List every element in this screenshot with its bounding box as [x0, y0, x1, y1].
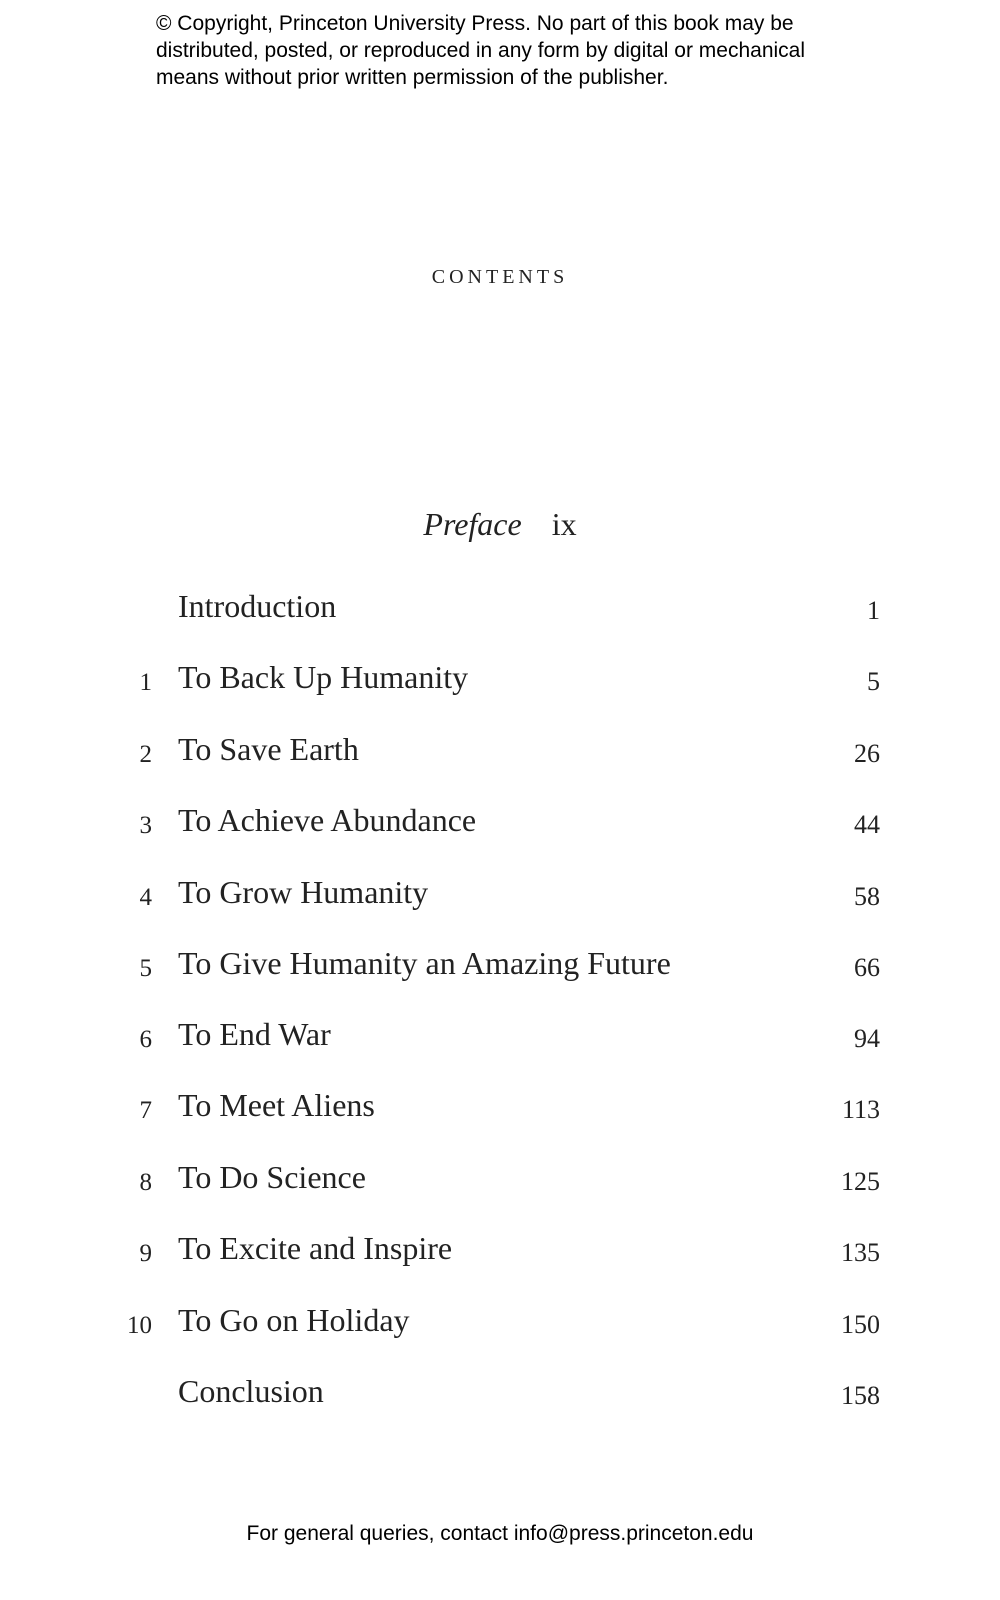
chapter-title: To Save Earth [178, 731, 359, 767]
chapter-page-number: 125 [841, 1167, 880, 1196]
contact-footer: For general queries, contact info@press.princeton.edu [246, 1522, 754, 1545]
chapter-title: Conclusion [178, 1373, 324, 1409]
chapter-title: To Back Up Humanity [178, 659, 469, 695]
chapter-number: 3 [139, 812, 152, 839]
copyright-line: means without prior written permission of the publisher. [156, 66, 669, 89]
chapter-page-number: 113 [841, 1095, 880, 1124]
chapter-title: To Go on Holiday [178, 1302, 410, 1338]
chapter-page-number: 58 [854, 882, 880, 911]
chapter-title: To End War [178, 1016, 331, 1052]
preface-page-number: ix [551, 506, 577, 542]
toc-entry[interactable] [100, 1159, 880, 1199]
chapter-page-number: 150 [841, 1310, 880, 1339]
contents-heading: contents [431, 258, 569, 290]
chapter-page-number: 94 [854, 1024, 880, 1053]
toc-entry[interactable] [100, 945, 880, 985]
preface-label: Preface [423, 506, 522, 542]
chapter-page-number: 135 [841, 1238, 880, 1267]
toc-entry[interactable] [100, 588, 880, 628]
toc-entry[interactable] [100, 1302, 880, 1342]
toc-entry[interactable] [100, 1016, 880, 1056]
chapter-number: 8 [139, 1169, 152, 1196]
toc-entry[interactable] [100, 659, 880, 699]
preface-entry[interactable] [0, 506, 1000, 543]
toc-entry[interactable] [100, 1087, 880, 1127]
copyright-line: © Copyright, Princeton University Press. No part of this book may be [156, 12, 794, 35]
copyright-line: distributed, posted, or reproduced in any form by digital or mechanical [156, 39, 806, 62]
toc-entry[interactable] [100, 1373, 880, 1413]
chapter-number: 5 [139, 955, 152, 982]
chapter-page-number: 66 [854, 953, 880, 982]
toc-entry[interactable] [100, 802, 880, 842]
chapter-number: 6 [139, 1026, 152, 1053]
chapter-page-number: 5 [867, 667, 880, 696]
toc-entry[interactable] [100, 874, 880, 914]
chapter-title: To Achieve Abundance [178, 802, 477, 838]
chapter-page-number: 158 [841, 1381, 880, 1410]
chapter-title: To Give Humanity an Amazing Future [178, 945, 671, 981]
chapter-title: To Grow Humanity [178, 874, 429, 910]
chapter-title: Introduction [178, 588, 337, 624]
chapter-number: 10 [127, 1312, 152, 1339]
chapter-number: 9 [139, 1240, 152, 1267]
chapter-number: 1 [139, 669, 152, 696]
chapter-page-number: 26 [854, 739, 880, 768]
chapter-title: To Excite and Inspire [178, 1230, 453, 1266]
chapter-title: To Meet Aliens [178, 1087, 375, 1123]
chapter-page-number: 1 [867, 596, 880, 625]
chapter-page-number: 44 [854, 810, 880, 839]
chapter-number: 7 [139, 1097, 152, 1124]
toc-entry[interactable] [100, 1230, 880, 1270]
chapter-title: To Do Science [178, 1159, 366, 1195]
chapter-number: 2 [139, 741, 152, 768]
chapter-number: 4 [139, 884, 152, 911]
toc-entry[interactable] [100, 731, 880, 771]
copyright-notice [156, 10, 876, 91]
